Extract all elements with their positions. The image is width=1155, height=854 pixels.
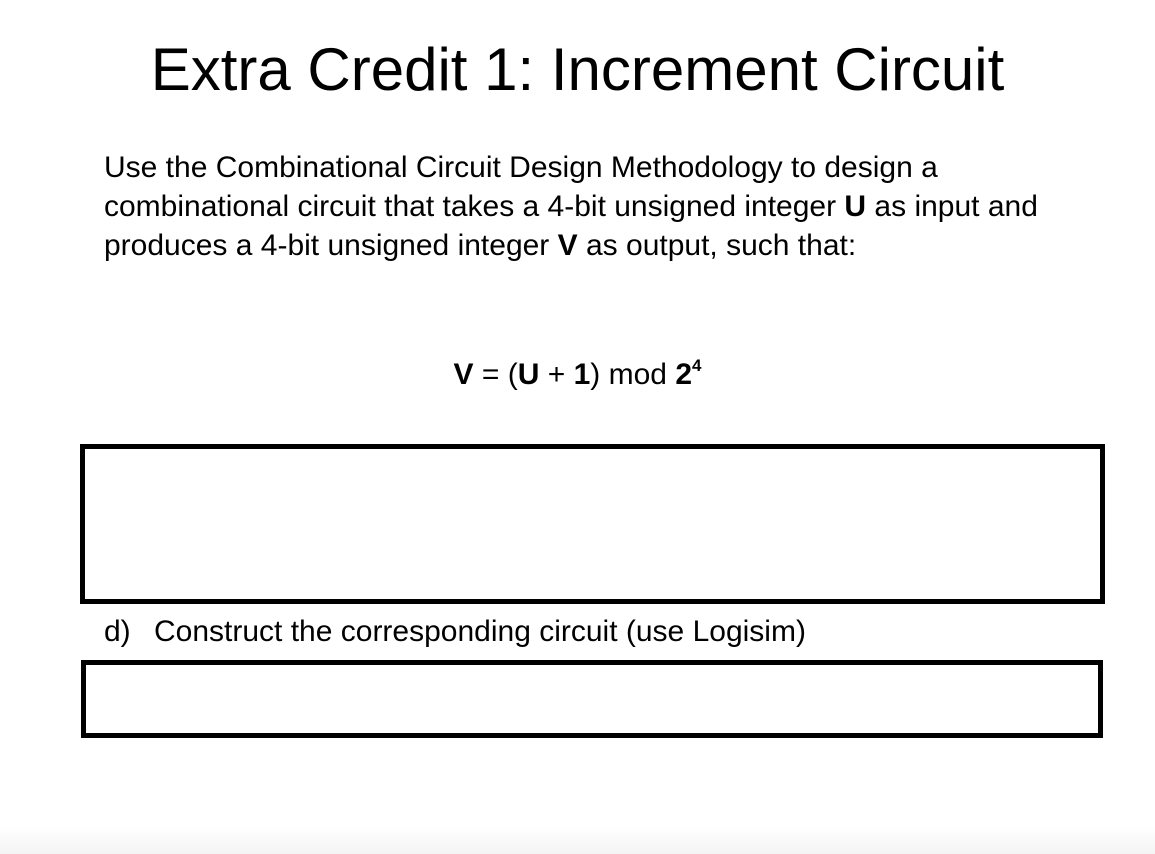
- answer-box-upper[interactable]: [80, 444, 1105, 604]
- page-bottom-edge: [0, 826, 1155, 854]
- problem-statement: [104, 148, 1084, 265]
- increment-formula: [0, 355, 1155, 395]
- formula-v: V: [453, 358, 474, 391]
- problem-text-1: Use the Combinational Circuit Design Methodology to design a combinational circuit that takes a 4-bit unsigned integer: [104, 151, 938, 223]
- formula-base: 2: [675, 358, 692, 391]
- page-title: Extra Credit 1: Increment Circuit: [150, 36, 1005, 103]
- step-d: [104, 610, 806, 654]
- formula-mod: ) mod: [590, 358, 676, 391]
- answer-box-lower[interactable]: [81, 660, 1103, 738]
- problem-text-2: as input and produces a 4-bit unsigned integer: [104, 190, 1038, 262]
- step-d-letter: d): [104, 615, 131, 648]
- formula-u: U: [517, 358, 540, 391]
- variable-u: U: [844, 190, 867, 223]
- formula-exponent: 4: [692, 356, 702, 375]
- formula-one: 1: [573, 358, 591, 391]
- variable-v: V: [557, 229, 578, 262]
- problem-text-3: as output, such that:: [577, 229, 857, 262]
- formula-equals: = (: [473, 358, 518, 391]
- step-d-text: Construct the corresponding circuit (use Logisim): [154, 615, 806, 648]
- formula-plus: +: [539, 358, 574, 391]
